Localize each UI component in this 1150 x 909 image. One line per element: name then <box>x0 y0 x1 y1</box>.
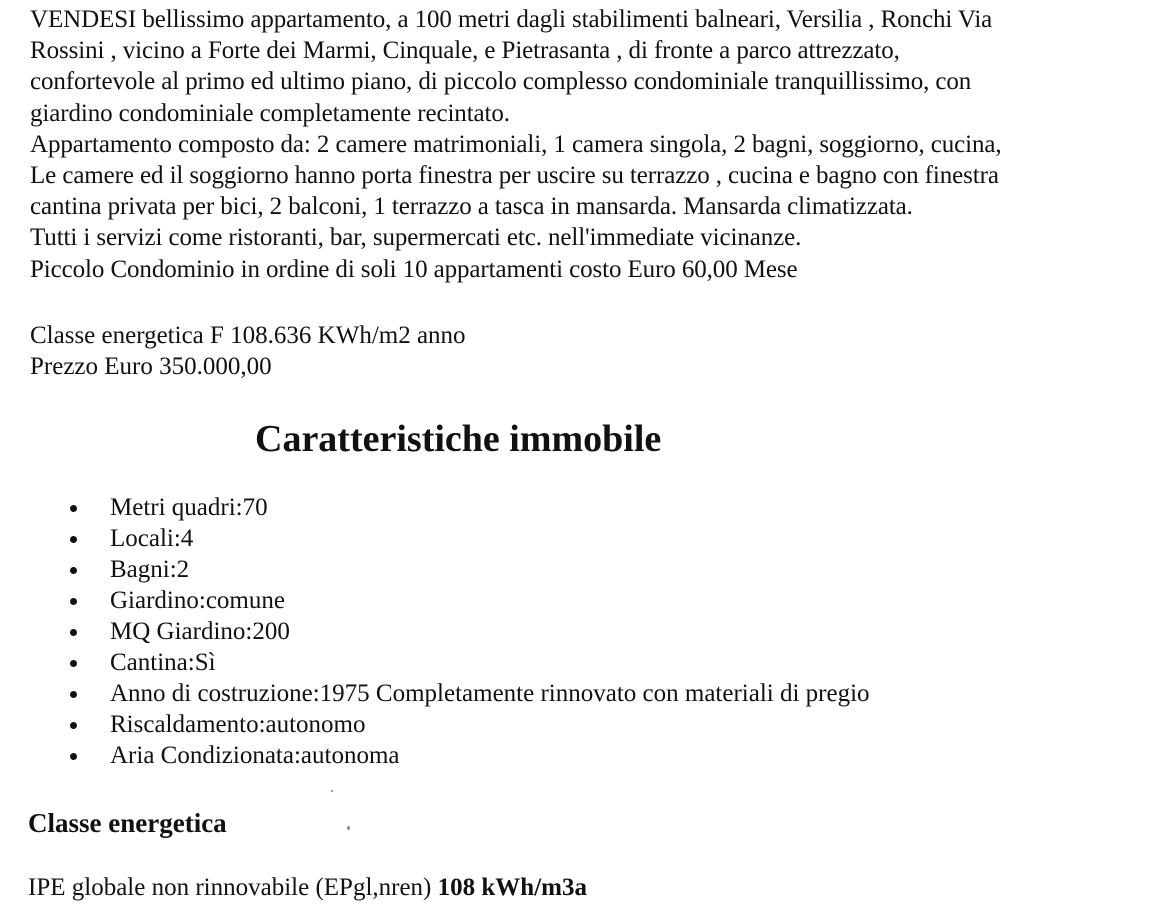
list-item <box>0 492 870 523</box>
bullet-icon <box>70 505 77 512</box>
list-item <box>0 647 870 678</box>
feature-text: Metri quadri:70 <box>110 494 268 521</box>
bullet-icon <box>70 567 77 574</box>
feature-text: Bagni:2 <box>110 556 190 583</box>
list-item <box>0 585 870 616</box>
feature-text: Cantina:Sì <box>110 649 216 676</box>
bullet-icon <box>70 598 77 605</box>
feature-text: Riscaldamento:autonomo <box>110 711 366 738</box>
bullet-icon <box>70 753 77 760</box>
feature-text: Giardino:comune <box>110 587 285 614</box>
list-item <box>0 678 870 709</box>
description-line: Le camere ed il soggiorno hanno porta finestra per uscire su terrazzo , cucina e bagno con finestra <box>30 162 999 190</box>
energy-class-line: Classe energetica F 108.636 KWh/m2 anno <box>30 322 466 349</box>
features-list <box>0 492 870 771</box>
bullet-icon <box>70 660 77 667</box>
bullet-icon <box>70 722 77 729</box>
ipe-line <box>28 872 587 903</box>
feature-text: Aria Condizionata:autonoma <box>110 742 400 769</box>
bullet-icon <box>70 536 77 543</box>
feature-text: Anno di costruzione:1975 Completamente rinnovato con materiali di pregio <box>110 680 870 707</box>
bullet-icon <box>70 629 77 636</box>
description-line: confortevole al primo ed ultimo piano, di piccolo complesso condominiale tranquillissimo, con <box>30 68 972 96</box>
description-paragraph <box>30 4 1140 285</box>
energy-price-block <box>30 320 466 382</box>
description-line: Appartamento composto da: 2 camere matrimoniali, 1 camera singola, 2 bagni, soggiorno, cucina, <box>30 130 1002 158</box>
list-item <box>0 523 870 554</box>
scan-speck <box>331 790 333 792</box>
description-line: Rossini , vicino a Forte dei Marmi, Cinquale, e Pietrasanta , di fronte a parco attrezzato, <box>30 37 900 65</box>
description-line: Piccolo Condominio in ordine di soli 10 appartamenti costo Euro 60,00 Mese <box>30 255 798 283</box>
price-line: Prezzo Euro 350.000,00 <box>30 353 272 380</box>
features-title: Caratteristiche immobile <box>255 418 662 460</box>
ipe-label: IPE globale non rinnovabile (EPgl,nren) <box>28 874 438 901</box>
bullet-icon <box>70 691 77 698</box>
description-line: VENDESI bellissimo appartamento, a 100 metri dagli stabilimenti balneari, Versilia , Ronchi Via <box>30 6 993 33</box>
description-line: Tutti i servizi come ristoranti, bar, supermercati etc. nell'immediate vicinanze. <box>30 224 802 252</box>
feature-text: Locali:4 <box>110 525 194 552</box>
ipe-value: 108 kWh/m3a <box>437 874 587 901</box>
list-item <box>0 740 870 771</box>
list-item <box>0 554 870 585</box>
list-item <box>0 709 870 740</box>
list-item <box>0 616 870 647</box>
description-line: giardino condominiale completamente recintato. <box>30 99 510 127</box>
energy-class-title: Classe energetica <box>28 808 227 838</box>
feature-text: MQ Giardino:200 <box>110 618 290 645</box>
description-line: cantina privata per bici, 2 balconi, 1 terrazzo a tasca in mansarda. Mansarda climatizzata. <box>30 193 913 221</box>
scan-speck <box>347 826 350 830</box>
